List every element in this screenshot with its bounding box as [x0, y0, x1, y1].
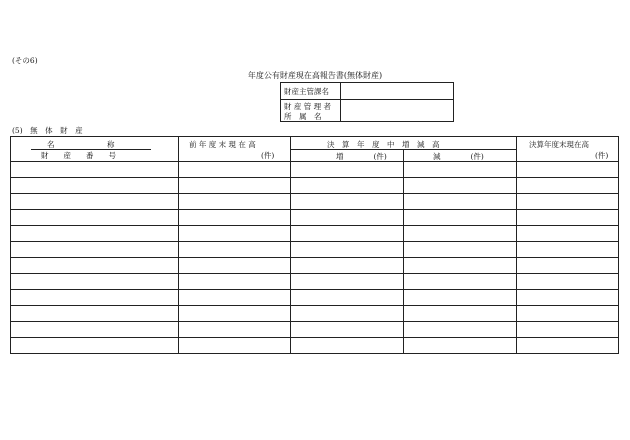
table-cell-name[interactable] — [11, 322, 178, 337]
manager-division-label-cell — [281, 83, 341, 99]
table-cell-dec[interactable] — [403, 258, 516, 273]
table-cell-cur[interactable] — [516, 258, 618, 273]
table-cell-dec[interactable] — [403, 274, 516, 289]
table-cell-cur[interactable] — [516, 338, 618, 353]
table-cell-cur[interactable] — [516, 226, 618, 241]
table-cell-inc[interactable] — [290, 242, 403, 257]
table-cell-prev[interactable] — [178, 162, 290, 177]
table-cell-name[interactable] — [11, 194, 178, 209]
table-cell-inc[interactable] — [290, 274, 403, 289]
intangible-property-table — [10, 136, 619, 354]
section-heading: (5) 無 体 財 産 — [12, 126, 83, 135]
header-decrease: 減 (件) — [433, 152, 484, 161]
table-cell-name[interactable] — [11, 338, 178, 353]
custodian-label-cell — [281, 99, 341, 122]
form-number: (その6) — [12, 56, 38, 65]
custodian-label-line2: 所 属 名 — [284, 112, 322, 121]
table-cell-prev[interactable] — [178, 290, 290, 305]
table-cell-inc[interactable] — [290, 178, 403, 193]
header-name: 名 称 — [47, 140, 115, 149]
manager-division-row — [281, 83, 453, 100]
table-cell-prev[interactable] — [178, 338, 290, 353]
table-cell-inc[interactable] — [290, 322, 403, 337]
table-cell-name[interactable] — [11, 306, 178, 321]
header-prev-unit: (件) — [261, 151, 275, 160]
header-current-year-end: 決算年度末現在高 — [529, 140, 589, 149]
table-cell-prev[interactable] — [178, 274, 290, 289]
custodian-label-line1: 財 産 管 理 者 — [284, 102, 332, 111]
table-cell-prev[interactable] — [178, 258, 290, 273]
table-cell-cur[interactable] — [516, 178, 618, 193]
manager-division-label: 財産主管課名 — [284, 87, 329, 96]
table-cell-dec[interactable] — [403, 242, 516, 257]
header-prev-year-end: 前 年 度 末 現 在 高 — [189, 140, 256, 149]
table-cell-cur[interactable] — [516, 210, 618, 225]
header-current-unit: (件) — [595, 151, 609, 160]
table-cell-dec[interactable] — [403, 306, 516, 321]
document-title: 年度公有財産現在高報告書(無体財産) — [247, 71, 383, 80]
table-cell-dec[interactable] — [403, 210, 516, 225]
table-cell-dec[interactable] — [403, 226, 516, 241]
table-cell-inc[interactable] — [290, 162, 403, 177]
table-cell-prev[interactable] — [178, 322, 290, 337]
table-cell-dec[interactable] — [403, 338, 516, 353]
table-cell-cur[interactable] — [516, 162, 618, 177]
table-cell-inc[interactable] — [290, 226, 403, 241]
table-cell-cur[interactable] — [516, 274, 618, 289]
table-cell-name[interactable] — [11, 162, 178, 177]
table-cell-dec[interactable] — [403, 322, 516, 337]
table-cell-prev[interactable] — [178, 242, 290, 257]
table-cell-prev[interactable] — [178, 178, 290, 193]
admin-info-box — [280, 82, 454, 122]
table-cell-prev[interactable] — [178, 306, 290, 321]
table-cell-name[interactable] — [11, 210, 178, 225]
table-cell-cur[interactable] — [516, 290, 618, 305]
header-change-during-year: 決 算 年 度 中 増 減 高 — [327, 140, 440, 149]
table-cell-name[interactable] — [11, 290, 178, 305]
table-cell-cur[interactable] — [516, 242, 618, 257]
table-cell-inc[interactable] — [290, 338, 403, 353]
table-cell-inc[interactable] — [290, 210, 403, 225]
table-cell-dec[interactable] — [403, 162, 516, 177]
table-cell-inc[interactable] — [290, 258, 403, 273]
table-cell-name[interactable] — [11, 226, 178, 241]
table-cell-inc[interactable] — [290, 306, 403, 321]
table-cell-cur[interactable] — [516, 306, 618, 321]
manager-division-field[interactable] — [341, 83, 453, 99]
table-cell-dec[interactable] — [403, 290, 516, 305]
table-cell-cur[interactable] — [516, 194, 618, 209]
table-cell-name[interactable] — [11, 242, 178, 257]
table-cell-dec[interactable] — [403, 178, 516, 193]
table-cell-prev[interactable] — [178, 226, 290, 241]
table-cell-prev[interactable] — [178, 210, 290, 225]
table-cell-name[interactable] — [11, 178, 178, 193]
header-property-number: 財 産 番 号 — [41, 151, 116, 160]
table-cell-inc[interactable] — [290, 194, 403, 209]
table-cell-prev[interactable] — [178, 194, 290, 209]
custodian-field[interactable] — [341, 99, 453, 122]
header-increase: 増 (件) — [336, 152, 387, 161]
table-cell-name[interactable] — [11, 274, 178, 289]
table-cell-dec[interactable] — [403, 194, 516, 209]
table-cell-cur[interactable] — [516, 322, 618, 337]
custodian-row — [281, 99, 453, 122]
table-cell-inc[interactable] — [290, 290, 403, 305]
table-cell-name[interactable] — [11, 258, 178, 273]
